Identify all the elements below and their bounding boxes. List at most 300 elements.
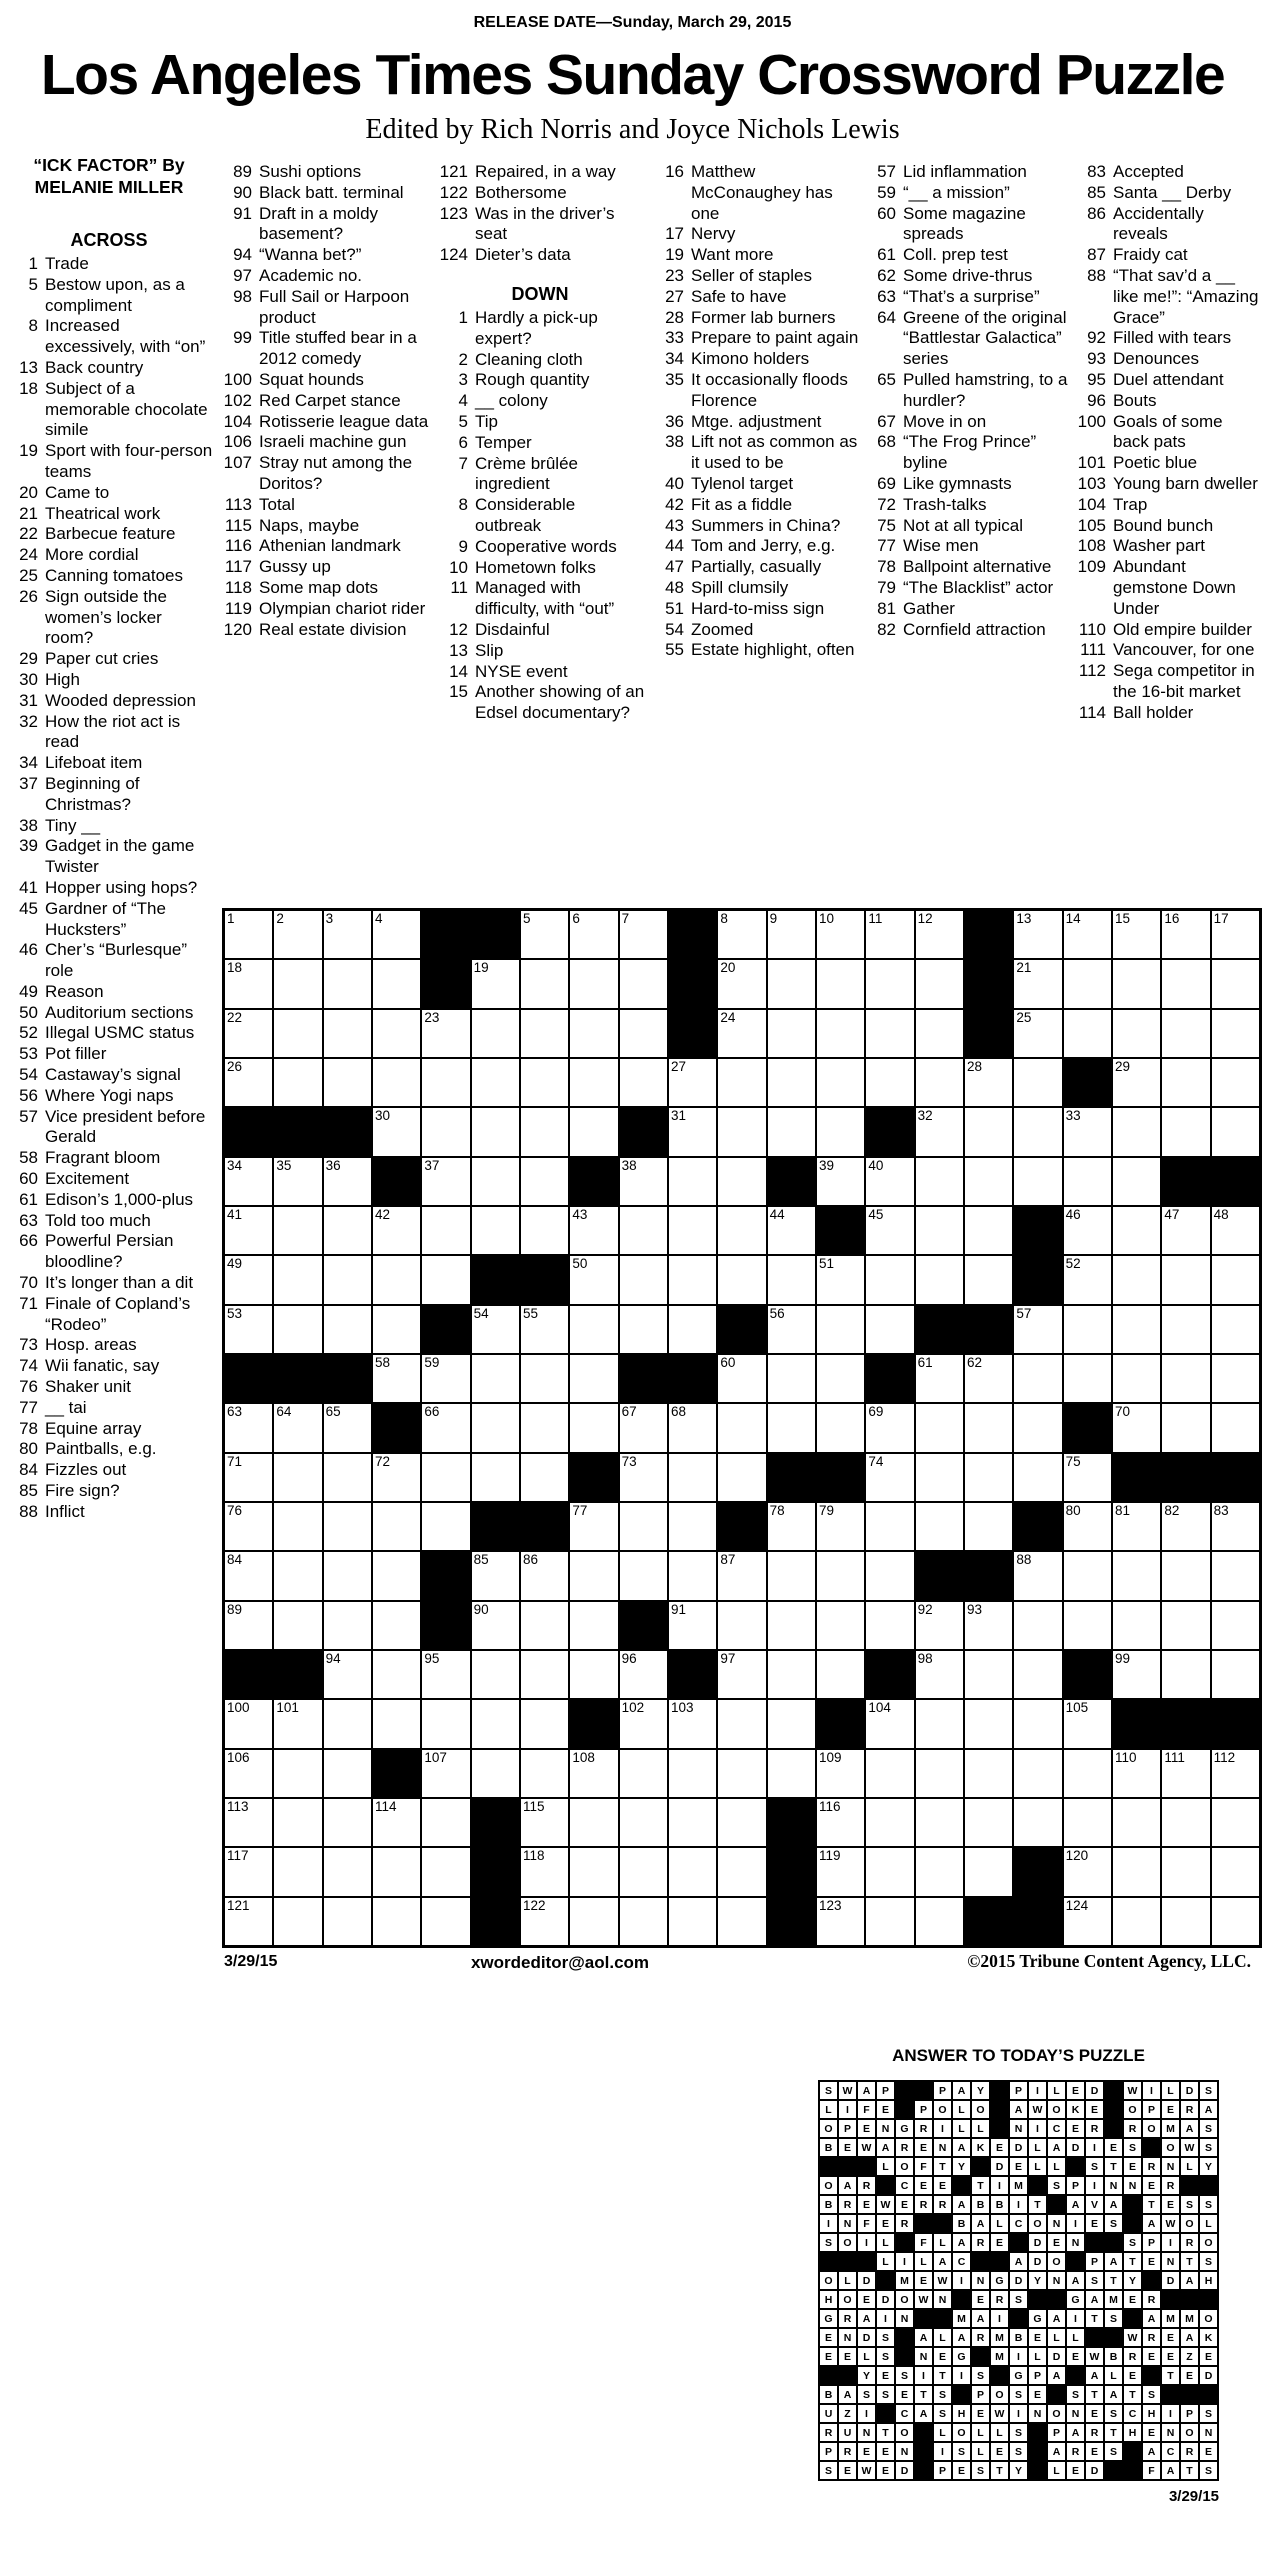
grid-cell[interactable] (1013, 959, 1062, 1008)
grid-cell[interactable] (1063, 1847, 1112, 1896)
grid-cell[interactable] (964, 1354, 1013, 1403)
grid-cell[interactable] (569, 1897, 618, 1946)
grid-cell[interactable] (1161, 1058, 1210, 1107)
grid-cell[interactable] (273, 1009, 322, 1058)
grid-cell[interactable] (865, 1403, 914, 1452)
grid-cell[interactable] (1013, 1798, 1062, 1847)
grid-cell[interactable] (668, 1206, 717, 1255)
grid-cell[interactable] (421, 1453, 470, 1502)
grid-cell[interactable] (1013, 1403, 1062, 1452)
grid-cell[interactable] (569, 1403, 618, 1452)
grid-cell[interactable] (767, 1009, 816, 1058)
grid-cell[interactable] (273, 1847, 322, 1896)
grid-cell[interactable] (1112, 1847, 1161, 1896)
grid-cell[interactable] (1112, 1502, 1161, 1551)
grid-cell[interactable] (569, 1206, 618, 1255)
grid-cell[interactable] (323, 1453, 372, 1502)
grid-cell[interactable] (767, 1650, 816, 1699)
grid-cell[interactable] (668, 1847, 717, 1896)
grid-cell[interactable] (1112, 1650, 1161, 1699)
grid-cell[interactable] (569, 1305, 618, 1354)
grid-cell[interactable] (767, 1206, 816, 1255)
grid-cell[interactable] (471, 1354, 520, 1403)
grid-cell[interactable] (915, 1009, 964, 1058)
grid-cell[interactable] (668, 1798, 717, 1847)
grid-cell[interactable] (520, 910, 569, 959)
grid-cell[interactable] (1013, 1453, 1062, 1502)
grid-cell[interactable] (1013, 1699, 1062, 1748)
grid-cell[interactable] (224, 1897, 273, 1946)
grid-cell[interactable] (1063, 1897, 1112, 1946)
grid-cell[interactable] (520, 1897, 569, 1946)
grid-cell[interactable] (1063, 1749, 1112, 1798)
grid-cell[interactable] (224, 1255, 273, 1304)
grid-cell[interactable] (1112, 1354, 1161, 1403)
grid-cell[interactable] (323, 1058, 372, 1107)
grid-cell[interactable] (865, 1255, 914, 1304)
grid-cell[interactable] (1161, 910, 1210, 959)
grid-cell[interactable] (619, 1650, 668, 1699)
grid-cell[interactable] (323, 1601, 372, 1650)
grid-cell[interactable] (323, 1847, 372, 1896)
grid-cell[interactable] (668, 1157, 717, 1206)
grid-cell[interactable] (1112, 910, 1161, 959)
grid-cell[interactable] (1063, 1009, 1112, 1058)
grid-cell[interactable] (372, 1502, 421, 1551)
grid-cell[interactable] (1112, 1206, 1161, 1255)
grid-cell[interactable] (1013, 1157, 1062, 1206)
grid-cell[interactable] (717, 1847, 766, 1896)
grid-cell[interactable] (717, 1009, 766, 1058)
grid-cell[interactable] (1161, 1009, 1210, 1058)
grid-cell[interactable] (421, 1107, 470, 1156)
grid-cell[interactable] (915, 1354, 964, 1403)
grid-cell[interactable] (323, 1206, 372, 1255)
grid-cell[interactable] (1161, 959, 1210, 1008)
grid-cell[interactable] (1112, 1058, 1161, 1107)
grid-cell[interactable] (1112, 1798, 1161, 1847)
grid-cell[interactable] (372, 1601, 421, 1650)
grid-cell[interactable] (865, 1601, 914, 1650)
grid-cell[interactable] (323, 1699, 372, 1748)
grid-cell[interactable] (323, 1551, 372, 1600)
grid-cell[interactable] (1211, 1749, 1260, 1798)
grid-cell[interactable] (1013, 910, 1062, 959)
grid-cell[interactable] (273, 1699, 322, 1748)
grid-cell[interactable] (224, 1749, 273, 1798)
grid-cell[interactable] (767, 1354, 816, 1403)
grid-cell[interactable] (816, 1847, 865, 1896)
grid-cell[interactable] (816, 1354, 865, 1403)
grid-cell[interactable] (717, 1749, 766, 1798)
grid-cell[interactable] (421, 1157, 470, 1206)
grid-cell[interactable] (323, 1403, 372, 1452)
grid-cell[interactable] (668, 1601, 717, 1650)
grid-cell[interactable] (1013, 1009, 1062, 1058)
grid-cell[interactable] (1063, 1453, 1112, 1502)
grid-cell[interactable] (273, 1403, 322, 1452)
grid-cell[interactable] (421, 1749, 470, 1798)
grid-cell[interactable] (816, 1502, 865, 1551)
grid-cell[interactable] (816, 1551, 865, 1600)
grid-cell[interactable] (915, 1699, 964, 1748)
grid-cell[interactable] (668, 1897, 717, 1946)
grid-cell[interactable] (1211, 1305, 1260, 1354)
grid-cell[interactable] (1013, 1749, 1062, 1798)
grid-cell[interactable] (816, 1009, 865, 1058)
grid-cell[interactable] (1161, 1897, 1210, 1946)
grid-cell[interactable] (915, 1157, 964, 1206)
grid-cell[interactable] (372, 1699, 421, 1748)
grid-cell[interactable] (619, 1009, 668, 1058)
grid-cell[interactable] (816, 1749, 865, 1798)
grid-cell[interactable] (520, 1551, 569, 1600)
grid-cell[interactable] (520, 1206, 569, 1255)
grid-cell[interactable] (471, 1107, 520, 1156)
grid-cell[interactable] (1112, 1107, 1161, 1156)
grid-cell[interactable] (619, 1157, 668, 1206)
grid-cell[interactable] (717, 1058, 766, 1107)
grid-cell[interactable] (569, 1551, 618, 1600)
grid-cell[interactable] (865, 1798, 914, 1847)
grid-cell[interactable] (1063, 959, 1112, 1008)
grid-cell[interactable] (273, 1305, 322, 1354)
grid-cell[interactable] (816, 1897, 865, 1946)
grid-cell[interactable] (1211, 1798, 1260, 1847)
grid-cell[interactable] (1063, 1305, 1112, 1354)
grid-cell[interactable] (372, 1897, 421, 1946)
grid-cell[interactable] (1161, 1403, 1210, 1452)
grid-cell[interactable] (224, 1206, 273, 1255)
grid-cell[interactable] (1112, 1305, 1161, 1354)
grid-cell[interactable] (915, 1847, 964, 1896)
grid-cell[interactable] (1211, 1354, 1260, 1403)
grid-cell[interactable] (619, 1502, 668, 1551)
grid-cell[interactable] (717, 1206, 766, 1255)
grid-cell[interactable] (569, 1749, 618, 1798)
grid-cell[interactable] (816, 1403, 865, 1452)
grid-cell[interactable] (816, 1305, 865, 1354)
grid-cell[interactable] (767, 1551, 816, 1600)
grid-cell[interactable] (520, 1749, 569, 1798)
grid-cell[interactable] (717, 1107, 766, 1156)
grid-cell[interactable] (1112, 1749, 1161, 1798)
grid-cell[interactable] (520, 1157, 569, 1206)
grid-cell[interactable] (421, 1058, 470, 1107)
grid-cell[interactable] (520, 1650, 569, 1699)
grid-cell[interactable] (619, 1453, 668, 1502)
grid-cell[interactable] (323, 1255, 372, 1304)
grid-cell[interactable] (1211, 1009, 1260, 1058)
grid-cell[interactable] (421, 1206, 470, 1255)
grid-cell[interactable] (767, 1601, 816, 1650)
grid-cell[interactable] (1161, 1798, 1210, 1847)
grid-cell[interactable] (1112, 1897, 1161, 1946)
grid-cell[interactable] (619, 1699, 668, 1748)
grid-cell[interactable] (520, 1305, 569, 1354)
grid-cell[interactable] (471, 1206, 520, 1255)
grid-cell[interactable] (619, 910, 668, 959)
grid-cell[interactable] (372, 1354, 421, 1403)
grid-cell[interactable] (569, 1255, 618, 1304)
grid-cell[interactable] (421, 1502, 470, 1551)
grid-cell[interactable] (1063, 1354, 1112, 1403)
grid-cell[interactable] (767, 1502, 816, 1551)
grid-cell[interactable] (1211, 1403, 1260, 1452)
grid-cell[interactable] (372, 1107, 421, 1156)
grid-cell[interactable] (964, 1206, 1013, 1255)
grid-cell[interactable] (273, 1502, 322, 1551)
grid-cell[interactable] (1211, 1601, 1260, 1650)
grid-cell[interactable] (224, 1453, 273, 1502)
grid-cell[interactable] (668, 1058, 717, 1107)
grid-cell[interactable] (1211, 1255, 1260, 1304)
grid-cell[interactable] (1063, 1699, 1112, 1748)
grid-cell[interactable] (372, 910, 421, 959)
grid-cell[interactable] (471, 1453, 520, 1502)
grid-cell[interactable] (915, 1058, 964, 1107)
grid-cell[interactable] (323, 1749, 372, 1798)
grid-cell[interactable] (569, 1847, 618, 1896)
grid-cell[interactable] (224, 1058, 273, 1107)
grid-cell[interactable] (372, 959, 421, 1008)
grid-cell[interactable] (964, 1403, 1013, 1452)
grid-cell[interactable] (273, 1601, 322, 1650)
grid-cell[interactable] (1112, 1255, 1161, 1304)
grid-cell[interactable] (915, 1601, 964, 1650)
grid-cell[interactable] (964, 1650, 1013, 1699)
grid-cell[interactable] (619, 1897, 668, 1946)
grid-cell[interactable] (865, 910, 914, 959)
grid-cell[interactable] (421, 1009, 470, 1058)
grid-cell[interactable] (372, 1453, 421, 1502)
grid-cell[interactable] (1211, 1551, 1260, 1600)
grid-cell[interactable] (273, 1897, 322, 1946)
grid-cell[interactable] (1063, 1502, 1112, 1551)
grid-cell[interactable] (520, 1847, 569, 1896)
grid-cell[interactable] (520, 1009, 569, 1058)
grid-cell[interactable] (915, 1453, 964, 1502)
grid-cell[interactable] (668, 1699, 717, 1748)
grid-cell[interactable] (964, 1058, 1013, 1107)
grid-cell[interactable] (767, 1749, 816, 1798)
grid-cell[interactable] (1063, 1601, 1112, 1650)
grid-cell[interactable] (915, 910, 964, 959)
grid-cell[interactable] (421, 1403, 470, 1452)
grid-cell[interactable] (372, 1650, 421, 1699)
grid-cell[interactable] (471, 1650, 520, 1699)
grid-cell[interactable] (372, 1847, 421, 1896)
grid-cell[interactable] (421, 1847, 470, 1896)
grid-cell[interactable] (273, 1551, 322, 1600)
grid-cell[interactable] (372, 1206, 421, 1255)
grid-cell[interactable] (668, 1305, 717, 1354)
grid-cell[interactable] (372, 1305, 421, 1354)
grid-cell[interactable] (816, 1798, 865, 1847)
grid-cell[interactable] (273, 1749, 322, 1798)
grid-cell[interactable] (865, 1502, 914, 1551)
grid-cell[interactable] (520, 1699, 569, 1748)
grid-cell[interactable] (421, 1699, 470, 1748)
grid-cell[interactable] (224, 1699, 273, 1748)
grid-cell[interactable] (915, 1255, 964, 1304)
grid-cell[interactable] (1112, 1601, 1161, 1650)
grid-cell[interactable] (1211, 1847, 1260, 1896)
grid-cell[interactable] (865, 1157, 914, 1206)
grid-cell[interactable] (668, 1453, 717, 1502)
grid-cell[interactable] (1112, 1157, 1161, 1206)
grid-cell[interactable] (520, 1354, 569, 1403)
grid-cell[interactable] (273, 1058, 322, 1107)
grid-cell[interactable] (471, 1009, 520, 1058)
grid-cell[interactable] (668, 1403, 717, 1452)
grid-cell[interactable] (471, 1749, 520, 1798)
grid-cell[interactable] (816, 1601, 865, 1650)
grid-cell[interactable] (1161, 1847, 1210, 1896)
grid-cell[interactable] (865, 1897, 914, 1946)
grid-cell[interactable] (1063, 1798, 1112, 1847)
grid-cell[interactable] (619, 959, 668, 1008)
grid-cell[interactable] (1013, 1354, 1062, 1403)
grid-cell[interactable] (1211, 1650, 1260, 1699)
grid-cell[interactable] (273, 1255, 322, 1304)
grid-cell[interactable] (717, 1453, 766, 1502)
grid-cell[interactable] (569, 1107, 618, 1156)
grid-cell[interactable] (816, 910, 865, 959)
grid-cell[interactable] (1161, 1255, 1210, 1304)
grid-cell[interactable] (273, 1206, 322, 1255)
grid-cell[interactable] (717, 910, 766, 959)
grid-cell[interactable] (323, 959, 372, 1008)
grid-cell[interactable] (569, 1354, 618, 1403)
grid-cell[interactable] (569, 1502, 618, 1551)
grid-cell[interactable] (767, 1403, 816, 1452)
grid-cell[interactable] (372, 1798, 421, 1847)
grid-cell[interactable] (717, 1157, 766, 1206)
grid-cell[interactable] (569, 1009, 618, 1058)
grid-cell[interactable] (323, 1305, 372, 1354)
grid-cell[interactable] (619, 1847, 668, 1896)
grid-cell[interactable] (224, 1403, 273, 1452)
grid-cell[interactable] (619, 1058, 668, 1107)
grid-cell[interactable] (520, 1601, 569, 1650)
grid-cell[interactable] (1211, 1058, 1260, 1107)
grid-cell[interactable] (1211, 1502, 1260, 1551)
grid-cell[interactable] (915, 1749, 964, 1798)
grid-cell[interactable] (323, 1157, 372, 1206)
grid-cell[interactable] (865, 1847, 914, 1896)
grid-cell[interactable] (1063, 1107, 1112, 1156)
grid-cell[interactable] (224, 1798, 273, 1847)
grid-cell[interactable] (1161, 1749, 1210, 1798)
grid-cell[interactable] (619, 1551, 668, 1600)
grid-cell[interactable] (323, 1009, 372, 1058)
grid-cell[interactable] (471, 1699, 520, 1748)
grid-cell[interactable] (372, 1551, 421, 1600)
grid-cell[interactable] (816, 959, 865, 1008)
grid-cell[interactable] (668, 1502, 717, 1551)
grid-cell[interactable] (1013, 1058, 1062, 1107)
grid-cell[interactable] (323, 1897, 372, 1946)
grid-cell[interactable] (964, 1847, 1013, 1896)
grid-cell[interactable] (865, 959, 914, 1008)
grid-cell[interactable] (767, 1305, 816, 1354)
grid-cell[interactable] (372, 1255, 421, 1304)
grid-cell[interactable] (964, 1157, 1013, 1206)
grid-cell[interactable] (964, 1255, 1013, 1304)
grid-cell[interactable] (1211, 910, 1260, 959)
grid-cell[interactable] (1211, 1107, 1260, 1156)
grid-cell[interactable] (520, 1453, 569, 1502)
grid-cell[interactable] (1161, 1354, 1210, 1403)
grid-cell[interactable] (964, 1601, 1013, 1650)
grid-cell[interactable] (816, 1058, 865, 1107)
grid-cell[interactable] (372, 1009, 421, 1058)
grid-cell[interactable] (865, 1551, 914, 1600)
grid-cell[interactable] (569, 1601, 618, 1650)
grid-cell[interactable] (372, 1058, 421, 1107)
grid-cell[interactable] (865, 1305, 914, 1354)
grid-cell[interactable] (865, 1699, 914, 1748)
grid-cell[interactable] (1161, 1107, 1210, 1156)
grid-cell[interactable] (619, 1403, 668, 1452)
grid-cell[interactable] (1063, 1206, 1112, 1255)
grid-cell[interactable] (717, 1255, 766, 1304)
grid-cell[interactable] (421, 1354, 470, 1403)
grid-cell[interactable] (1112, 1551, 1161, 1600)
grid-cell[interactable] (224, 959, 273, 1008)
grid-cell[interactable] (865, 1453, 914, 1502)
grid-cell[interactable] (224, 1009, 273, 1058)
grid-cell[interactable] (619, 1255, 668, 1304)
grid-cell[interactable] (520, 1798, 569, 1847)
grid-cell[interactable] (471, 959, 520, 1008)
grid-cell[interactable] (717, 1897, 766, 1946)
grid-cell[interactable] (619, 1206, 668, 1255)
grid-cell[interactable] (569, 910, 618, 959)
grid-cell[interactable] (964, 1699, 1013, 1748)
grid-cell[interactable] (767, 1699, 816, 1748)
grid-cell[interactable] (1013, 1305, 1062, 1354)
grid-cell[interactable] (520, 1058, 569, 1107)
grid-cell[interactable] (915, 1650, 964, 1699)
grid-cell[interactable] (915, 1206, 964, 1255)
grid-cell[interactable] (273, 1453, 322, 1502)
grid-cell[interactable] (471, 1157, 520, 1206)
grid-cell[interactable] (1161, 1502, 1210, 1551)
grid-cell[interactable] (569, 1058, 618, 1107)
grid-cell[interactable] (717, 1798, 766, 1847)
grid-cell[interactable] (915, 959, 964, 1008)
grid-cell[interactable] (471, 1551, 520, 1600)
grid-cell[interactable] (471, 1305, 520, 1354)
grid-cell[interactable] (865, 1749, 914, 1798)
grid-cell[interactable] (1161, 1206, 1210, 1255)
grid-cell[interactable] (767, 1058, 816, 1107)
grid-cell[interactable] (619, 1305, 668, 1354)
grid-cell[interactable] (767, 1255, 816, 1304)
grid-cell[interactable] (668, 1255, 717, 1304)
grid-cell[interactable] (964, 1749, 1013, 1798)
grid-cell[interactable] (569, 1798, 618, 1847)
grid-cell[interactable] (668, 1551, 717, 1600)
grid-cell[interactable] (964, 1453, 1013, 1502)
grid-cell[interactable] (421, 1255, 470, 1304)
grid-cell[interactable] (1112, 1009, 1161, 1058)
grid-cell[interactable] (273, 1798, 322, 1847)
grid-cell[interactable] (1063, 910, 1112, 959)
grid-cell[interactable] (421, 1798, 470, 1847)
